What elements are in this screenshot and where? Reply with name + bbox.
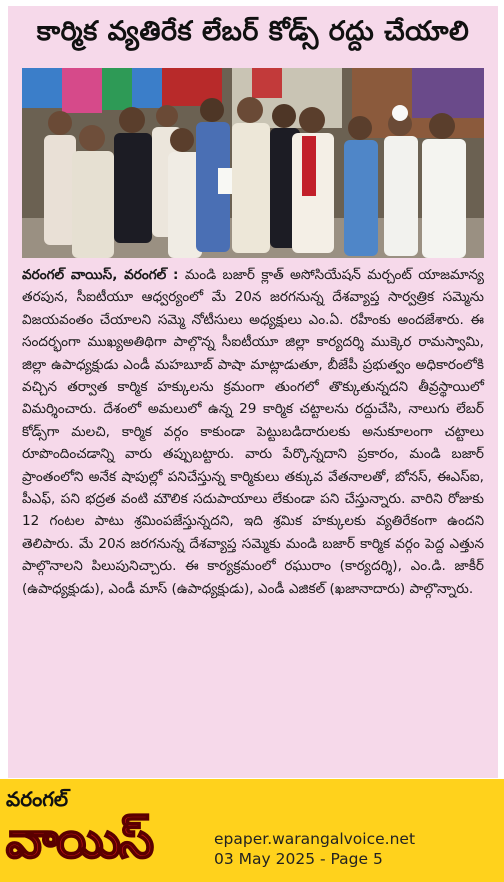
article-headline: కార్మిక వ్యతిరేక లేబర్ కోడ్స్ రద్దు చేయాలి: [36, 16, 470, 47]
article-body: [22, 264, 484, 600]
news-clipping: [8, 6, 498, 778]
logo-small-text: వరంగల్: [6, 787, 69, 811]
epaper-url[interactable]: epaper.warangalvoice.net: [214, 830, 416, 848]
article-photo: [22, 68, 484, 258]
article-text: మండి బజార్ క్లాత్ అసోసియేషన్ మర్చంట్ యాజమాన్య తరపున, సీఐటీయూ ఆధ్వర్యంలో మే 20న జరగనున్న దేశవ్యాప్త సార్వత్రిక సమ్మెను విజయవంతం చేయాలని సమ్మె నోటీసులు అధ్యక్షులు ఎం.ఏ. రహీంకు అందజేశారు. ఈ సందర్భంగా ముఖ్యఅతిథిగా పాల్గొన్న సీఐటీయూ జిల్లా కార్యదర్శి ముక్కెర రామస్వామి, జిల్లా ఉపాధ్యక్షుడు ఎండీ మహబూబ్ పాషా మాట్లాడుతూ, బీజేపీ ప్రభుత్వం అధికారంలోకి వచ్చిన తర్వాత కార్మిక హక్కులను క్రమంగా తుంగలో తొక్కుతున్నదని తీవ్రస్థాయిలో విమర్శించారు. దేశంలో అమలులో ఉన్న 29 కార్మిక చట్టాలను రద్దుచేసి, నాలుగు లేబర్ కోడ్స్‌గా మలచి, కార్మిక వర్గం కాకుండా పెట్టుబడిదారులకు అనుకూలంగా చట్టాలు రూపొందించడాన్ని వారు తప్పుబట్టారు. వారు పేర్కొన్నదాని ప్రకారం, మండి బజార్ ప్రాంతంలోని అనేక షాపుల్లో పనిచేస్తున్న కార్మికులు తక్కువ వేతనాలతో, బోనస్, ఈఎస్ఐ, పీఎఫ్, పని భద్రత వంటి మౌలిక సదుపాయాలు లేకుండా పని చేస్తున్నారు. వారిని రోజుకు 12 గంటల పాటు శ్రమింపజేస్తున్నదని, ఇది శ్రమిక హక్కులకు వ్యతిరేకంగా ఉందని తెలిపారు. మే 20న జరగనున్న దేశవ్యాప్త సమ్మెకు మండి బజార్ కార్మిక వర్గం పెద్ద ఎత్తున పాల్గొనాలని పిలుపునిచ్చారు. ఈ కార్యక్రమంలో రఘురాం (కార్యదర్శి), ఎం.డి. జాకీర్ (ఉపాధ్యక్షుడు), ఎండీ మాస్ (ఉపాధ్యక్షుడు), ఎండీ ఎజికల్ (ఖజానాదారు) పాల్గొన్నారు.: [22, 267, 484, 597]
group-photo-icon: [22, 68, 484, 258]
newspaper-logo: [6, 787, 202, 875]
article-dateline: వరంగల్ వాయిస్, వరంగల్ :: [22, 267, 179, 283]
newspaper-footer: [0, 779, 504, 882]
edition-date: 03 May 2025 - Page 5: [214, 850, 383, 868]
logo-big-text: వాయిస్: [6, 811, 152, 869]
